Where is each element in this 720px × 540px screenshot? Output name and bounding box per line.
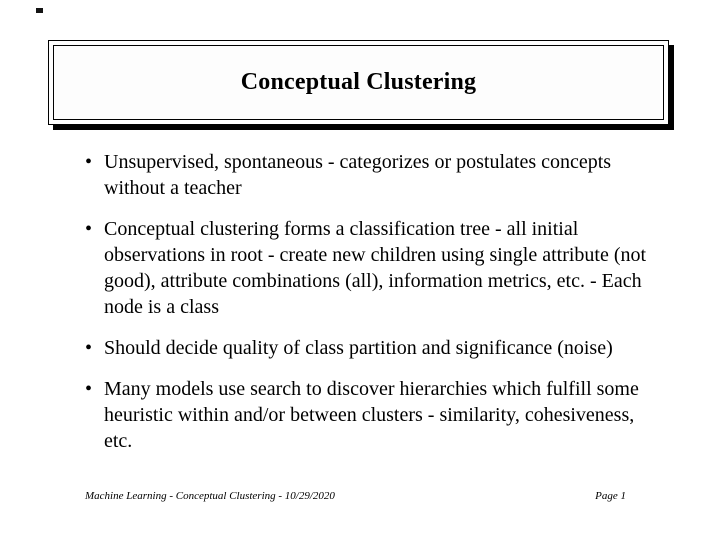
bullet-item <box>85 216 647 320</box>
bullet-item <box>85 149 647 201</box>
bullet-marker: • <box>85 337 93 359</box>
bullet-item <box>85 335 647 361</box>
footer-right: Page 1 <box>595 490 626 502</box>
bullet-marker: • <box>85 218 93 240</box>
bullet-text: Should decide quality of class partition and significance (noise) <box>104 337 613 359</box>
bullet-text: Many models use search to discover hierarchies which fulfill some heuristic within and/or between clusters - similarity, cohesiveness, etc. <box>104 378 639 452</box>
bullet-marker: • <box>85 151 93 173</box>
footer-left: Machine Learning - Conceptual Clustering - 10/29/2020 <box>85 490 335 502</box>
bullet-marker: • <box>85 378 93 400</box>
bullet-text: Conceptual clustering forms a classification tree - all initial observations in root - create new children using single attribute (not good), attribute combinations (all), information metrics, etc. - Each node is a class <box>104 218 647 318</box>
title-box <box>48 40 669 125</box>
title-frame-inner <box>53 45 664 120</box>
bullet-list <box>85 149 647 469</box>
corner-mark <box>36 8 43 13</box>
slide-title: Conceptual Clustering <box>240 69 477 95</box>
footer <box>85 490 626 502</box>
bullet-text: Unsupervised, spontaneous - categorizes or postulates concepts without a teacher <box>104 151 612 199</box>
bullet-item <box>85 376 647 454</box>
